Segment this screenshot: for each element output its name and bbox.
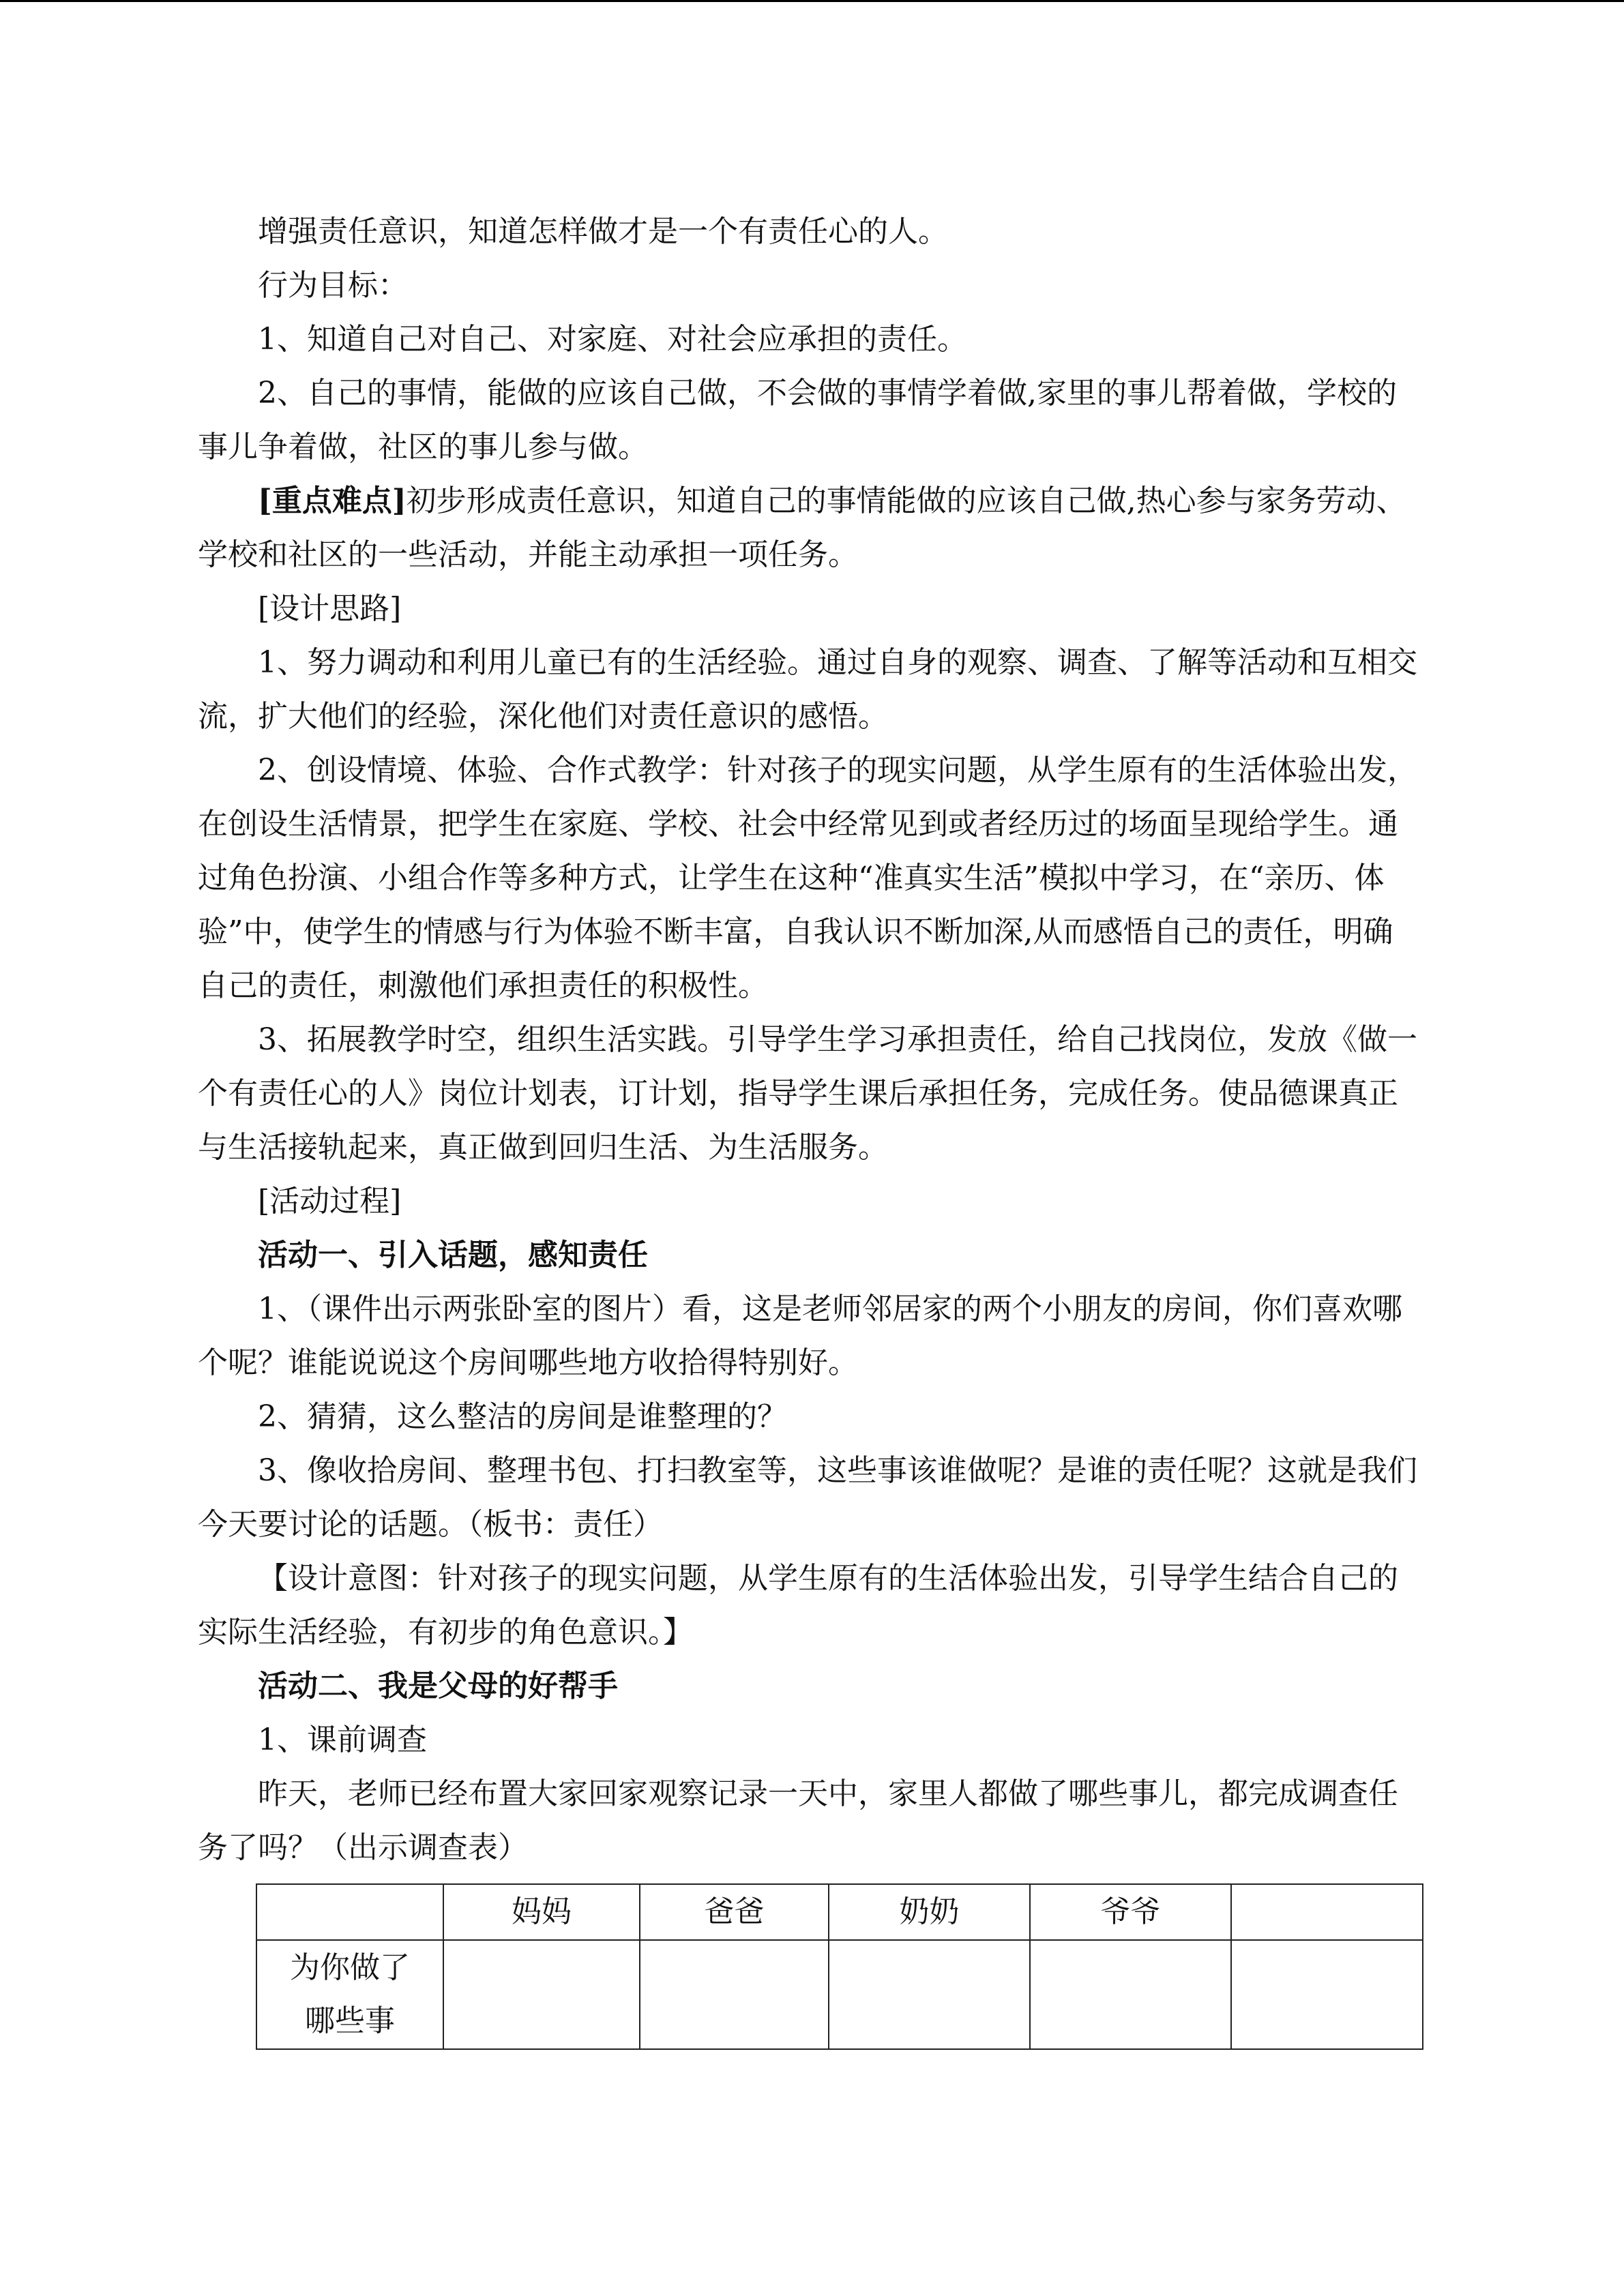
goal-item-2: 2、自己的事情，能做的应该自己做，不会做的事情学着做,家里的事儿帮着做，学校的事儿争着做，社区的事儿参与做。 — [198, 376, 1397, 464]
heading-activity-1: 活动一、引入话题，感知责任 — [258, 1238, 648, 1272]
activity-1-item-3: 3、像收拾房间、整理书包、打扫教室等，这些事该谁做呢？是谁的责任呢？这就是我们今天要讨论的话题。（板书：责任） — [198, 1453, 1417, 1542]
activity-2-item-1: 1、课前调查 — [258, 1723, 427, 1757]
row-label-cell — [256, 1940, 443, 2049]
key-points-text: 初步形成责任意识，知道自己的事情能做的应该自己做,热心参与家务劳动、学校和社区的一些活动，并能主动承担一项任务。 — [198, 483, 1406, 572]
survey-table — [256, 1883, 1423, 2050]
activity-1-item-2: 2、猜猜，这么整洁的房间是谁整理的？ — [258, 1399, 787, 1434]
activity-1-item-1: 1、（课件出示两张卧室的图片）看，这是老师邻居家的两个小朋友的房间，你们喜欢哪个呢？谁能说说这个房间哪些地方收拾得特别好。 — [198, 1292, 1402, 1380]
header-cell-grandmother: 奶奶 — [829, 1884, 1030, 1940]
heading-activity-process: [活动过程] — [258, 1184, 402, 1219]
paragraph-key-points — [198, 474, 1419, 582]
answer-cell-father — [640, 1940, 829, 2049]
table-row — [256, 1940, 1423, 2049]
key-points-label: [重点难点] — [258, 483, 407, 518]
header-cell-grandfather: 爷爷 — [1030, 1884, 1231, 1940]
survey-table-wrapper — [256, 1883, 1423, 2050]
design-item-2: 2、创设情境、体验、合作式教学：针对孩子的现实问题，从学生原有的生活体验出发，在创设生活情景，把学生在家庭、学校、社会中经常见到或者经历过的场面呈现给学生。通过角色扮演、小组合作等多种方式，让学生在这种“准真实生活”模拟中学习，在“亲历、体验”中，使学生的情感与行为体验不断丰富，自我认识不断加深,从而感悟自己的责任，明确自己的责任，刺激他们承担责任的积极性。 — [198, 753, 1417, 1003]
heading-design-idea: [设计思路] — [258, 591, 402, 626]
table-header-row — [256, 1884, 1423, 1940]
header-cell-mother: 妈妈 — [443, 1884, 640, 1940]
page-top-border — [0, 0, 1624, 2]
row-label-line-1: 为你做了 — [290, 1950, 410, 1985]
design-item-1: 1、努力调动和利用儿童已有的生活经验。通过自身的观察、调查、了解等活动和互相交流，扩大他们的经验，深化他们对责任意识的感悟。 — [198, 645, 1417, 734]
answer-cell-grandmother — [829, 1940, 1030, 2049]
answer-cell-extra — [1231, 1940, 1423, 2049]
header-cell-empty — [256, 1884, 443, 1940]
paragraph-goal-summary: 增强责任意识，知道怎样做才是一个有责任心的人。 — [258, 214, 948, 249]
design-item-3: 3、拓展教学时空，组织生活实践。引导学生学习承担责任，给自己找岗位，发放《做一个有责任心的人》岗位计划表，订计划，指导学生课后承担任务，完成任务。使品德课真正与生活接轨起来，真正做到回归生活、为生活服务。 — [198, 1022, 1417, 1165]
heading-activity-2: 活动二、我是父母的好帮手 — [258, 1669, 618, 1703]
header-cell-extra — [1231, 1884, 1423, 1940]
document-body — [198, 205, 1419, 1875]
heading-behavior-goals: 行为目标： — [258, 268, 408, 303]
row-label-line-2: 哪些事 — [305, 2003, 395, 2038]
answer-cell-grandfather — [1030, 1940, 1231, 2049]
header-cell-father: 爸爸 — [640, 1884, 829, 1940]
goal-item-1: 1、知道自己对自己、对家庭、对社会应承担的责任。 — [258, 322, 967, 357]
activity-2-survey-intro: 昨天，老师已经布置大家回家观察记录一天中，家里人都做了哪些事儿，都完成调查任务了吗？（出示调查表） — [198, 1776, 1398, 1865]
answer-cell-mother — [443, 1940, 640, 2049]
design-intent-note: 【设计意图：针对孩子的现实问题，从学生原有的生活体验出发，引导学生结合自己的实际生活经验，有初步的角色意识。】 — [198, 1561, 1398, 1650]
